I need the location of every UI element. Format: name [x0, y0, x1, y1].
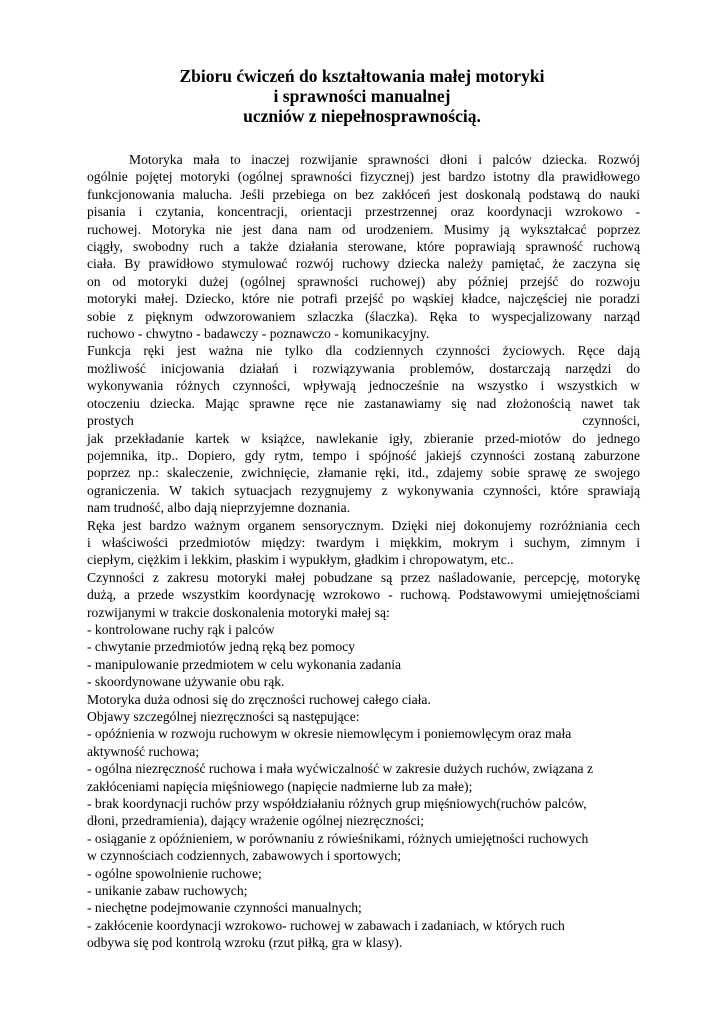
paragraph-2-line: ograniczenia. W takich sytuacjach rezygnujemy z wykonywania czynności, które sprawiają	[87, 482, 640, 498]
paragraph-2-line: możliwość inicjowania działań i rozwiązywania problemów, dostarczają narzędzi do	[87, 360, 640, 376]
skill-list-item: - kontrolowane ruchy rąk i palców	[87, 621, 275, 637]
paragraph-6: Objawy szczególnej niezręczności są następujące:	[87, 709, 360, 724]
skill-list-item: - skoordynowane używanie obu rąk.	[87, 674, 285, 690]
title-line-3: uczniów z niepełnosprawnością.	[243, 106, 481, 126]
symptom-list-line: - niechętne podejmowanie czynności manualnych;	[87, 900, 362, 916]
title-line-1: Zbioru ćwiczeń do kształtowania małej motoryki	[179, 66, 545, 86]
title-line-2: i sprawności manualnej	[273, 86, 451, 106]
symptom-list-line: - opóźnienia w rozwoju ruchowym w okresie niemowlęcym i poniemowlęcym oraz mała	[87, 726, 572, 742]
symptom-list-line: odbywa się pod kontrolą wzroku (rzut piłką, gra w klasy).	[87, 935, 403, 951]
document-body	[87, 151, 640, 952]
paragraph-2-line: pojemnika, itp.. Dopiero, gdy rytm, tempo i spójność jakiejś czynności zostaną zaburzone	[87, 447, 640, 463]
paragraph-2-line: Funkcja ręki jest ważna nie tylko dla codziennych czynności życiowych. Ręce dają	[87, 343, 640, 359]
paragraph-5: Motoryka duża odnosi się do zręczności ruchowej całego ciała.	[87, 691, 431, 707]
paragraph-2-line: prostych czynności,	[87, 413, 640, 429]
paragraph-2-line: otoczeniu dziecka. Mając sprawne ręce nie zastanawiamy się nad złożonością nawet tak	[87, 395, 640, 411]
symptom-list-line: - osiąganie z opóźnieniem, w porównaniu z rówieśnikami, różnych umiejętności ruchowych	[87, 830, 589, 846]
document-title	[60, 66, 664, 126]
symptom-list-line: - brak koordynacji ruchów przy współdziałaniu różnych grup mięśniowych(ruchów palców,	[87, 796, 587, 812]
paragraph-1-line: ogólnie pojętej motoryki (ogólnej sprawności fizycznej) jest bardzo istotny dla prawidłowego	[87, 169, 640, 185]
skill-list-item: - chwytanie przedmiotów jedną ręką bez pomocy	[87, 639, 355, 655]
paragraph-4-line: Czynności z zakresu motoryki małej pobudzane są przez naśladowanie, percepcję, motorykę	[87, 569, 640, 585]
paragraph-1-line: ruchowo - chwytno - badawczy - poznawczo - komunikacyjny.	[87, 326, 430, 342]
paragraph-4-line: dużą, a przede wszystkim koordynację wzrokowo - ruchową. Podstawowymi umiejętnościami	[87, 587, 640, 603]
symptom-list-line: - unikanie zabaw ruchowych;	[87, 883, 248, 899]
paragraph-1-line: funkcjonowania malucha. Jeśli przebiega on bez zakłóceń jest doskonalą podstawą do nauki	[87, 186, 640, 202]
paragraph-2-line: wykonywania różnych czynności, wpływają jednocześnie na wszystko i wszystkich w	[87, 378, 640, 394]
paragraph-2-line: poprzez np.: skaleczenie, zwichnięcie, złamanie ręki, itd., zdajemy sobie sprawę ze swojego	[87, 465, 640, 481]
paragraph-3-line: i właściwości przedmiotów między: twardym i miękkim, mokrym i suchym, zimnym i	[87, 534, 640, 550]
paragraph-1-line: Motoryka mała to inaczej rozwijanie sprawności dłoni i palców dziecka. Rozwój	[129, 152, 640, 167]
paragraph-1-line: ciała. By prawidłowo stymulować rozwój ruchowy dziecka należy pamiętać, że zaczyna się	[87, 256, 640, 272]
paragraph-1-line: sobie z pięknym odwzorowaniem szlaczka (ślaczka). Ręka to wyspecjalizowany narząd	[87, 308, 640, 324]
paragraph-2-line: jak przekładanie kartek w książce, nawlekanie igły, zbieranie przed-miotów do jednego	[87, 430, 640, 446]
paragraph-1-line: motoryki małej. Dziecko, które nie potrafi przejść po wąskiej kładce, najczęściej nie poradzi	[87, 291, 640, 307]
symptom-list-line: - ogólna niezręczność ruchowa i mała wyćwiczalność w zakresie dużych ruchów, związana z	[87, 761, 593, 777]
symptom-list-line: dłoni, przedramienia), dający wrażenie ogólnej niezręczności;	[87, 813, 425, 829]
symptom-list-line: aktywność ruchowa;	[87, 743, 200, 759]
paragraph-1-line: pisania i czytania, koncentracji, orientacji przestrzennej oraz koordynacji wzrokowo -	[87, 204, 640, 220]
paragraph-4-line: rozwijanymi w trakcie doskonalenia motoryki małej są:	[87, 604, 390, 620]
paragraph-3-line: ciepłym, ciężkim i lekkim, płaskim i wypukłym, gładkim i chropowatym, etc..	[87, 552, 514, 568]
paragraph-1-line: ciągły, swobodny ruch a także działania sterowane, które poprawiają sprawność ruchową	[87, 239, 640, 255]
paragraph-3-line: Ręka jest bardzo ważnym organem sensorycznym. Dzięki niej dokonujemy rozróżniania cech	[87, 517, 640, 533]
symptom-list-line: w czynnościach codziennych, zabawowych i sportowych;	[87, 848, 402, 864]
symptom-list-line: - ogólne spowolnienie ruchowe;	[87, 865, 262, 881]
paragraph-1-line: on od motoryki dużej (ogólnej sprawności ruchowej) aby później przejść do rozwoju	[87, 273, 640, 289]
paragraph-1-line: ruchowej. Motoryka nie jest dana nam od urodzeniem. Musimy ją wykształcać poprzez	[87, 221, 640, 237]
symptom-list-line: zakłóceniami napięcia mięśniowego (napięcie nadmierne lub za małe);	[87, 778, 473, 794]
symptom-list-line: - zakłócenie koordynacji wzrokowo- ruchowej w zabawach i zadaniach, w których ruch	[87, 917, 565, 933]
skill-list-item: - manipulowanie przedmiotem w celu wykonania zadania	[87, 656, 402, 672]
paragraph-2-line: nam trudność, albo dają nieprzyjemne doznania.	[87, 500, 351, 516]
